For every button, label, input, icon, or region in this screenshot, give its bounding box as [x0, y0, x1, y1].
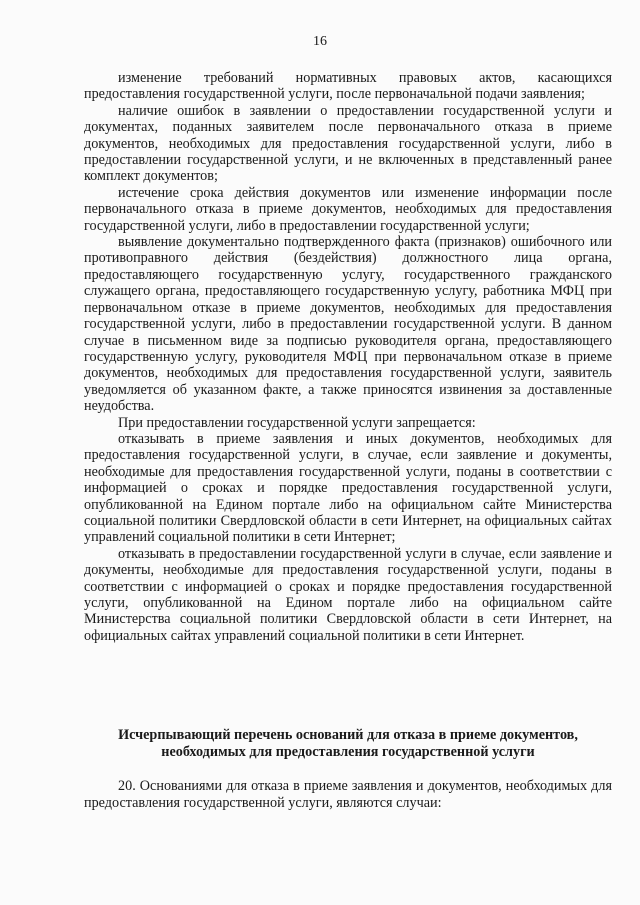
paragraph-document-expiry: истечение срока действия документов или изменение информации после первоначального отказа в приеме документов, необходимых для предоставления государственной услуги, либо в предоставлении государственной услуги; [84, 184, 612, 234]
page-number: 16 [313, 34, 327, 49]
body-text [84, 70, 612, 644]
paragraph-prohibitions-intro: При предоставлении государственной услуги запрещается: [118, 414, 476, 431]
paragraph-prohibition-refuse-acceptance: отказывать в приеме заявления и иных документов, необходимых для предоставления государственной услуги, в случае, если заявление и документы, необходимые для предоставления государственной услуги, поданы в соответствии с информацией о сроках и порядке предоставления государственной услуги, опубликованной на Едином портале либо на официальном сайте Министерства социальной политики Свердловской области в сети Интернет, на официальных сайтах управлений социальной политики в сети Интернет; [84, 430, 612, 546]
paragraph-20: 20. Основаниями для отказа в приеме заявления и документов, необходимых для предоставления государственной услуги, являются случаи: [84, 778, 612, 811]
paragraph-erroneous-action: выявление документально подтвержденного факта (признаков) ошибочного или противоправного действия (бездействия) должностного лица органа, предоставляющего государственную услугу, государственного гражданского служащего органа, предоставляющего государственную услугу, работника МФЦ при первоначальном отказе в приеме документов, необходимых для предоставления государственной услуги, либо в предоставлении государственной услуги. В данном случае в письменном виде за подписью руководителя органа, предоставляющего государственную услугу, руководителя МФЦ при первоначальном отказе в приеме документов, необходимых для предоставления государственной услуги, заявитель уведомляется об указанном факте, а также приносятся извинения за доставленные неудобства. [84, 234, 612, 415]
paragraph-errors-in-application: наличие ошибок в заявлении о предоставлении государственной услуги и документах, поданных заявителем после первоначального отказа в приеме документов, необходимых для предоставления государственной услуги, либо в предоставлении государственной услуги, и не включенных в представленный ранее комплект документов; [84, 102, 612, 185]
paragraph-prohibition-refuse-service: отказывать в предоставлении государственной услуги в случае, если заявление и документы, необходимые для предоставления государственной услуги, поданы в соответствии с информацией о сроках и порядке предоставления государственной услуги, опубликованной на Едином портале либо на официальном сайте Министерства социальной политики Свердловской области в сети Интернет, на официальных сайтах управлений социальной политики в сети Интернет. [84, 545, 612, 644]
paragraph-change-of-requirements: изменение требований нормативных правовых актов, касающихся предоставления государственной услуги, после первоначальной подачи заявления; [84, 70, 612, 103]
section-heading: Исчерпывающий перечень оснований для отказа в приеме документов, необходимых для предоставления государственной услуги [118, 727, 578, 760]
